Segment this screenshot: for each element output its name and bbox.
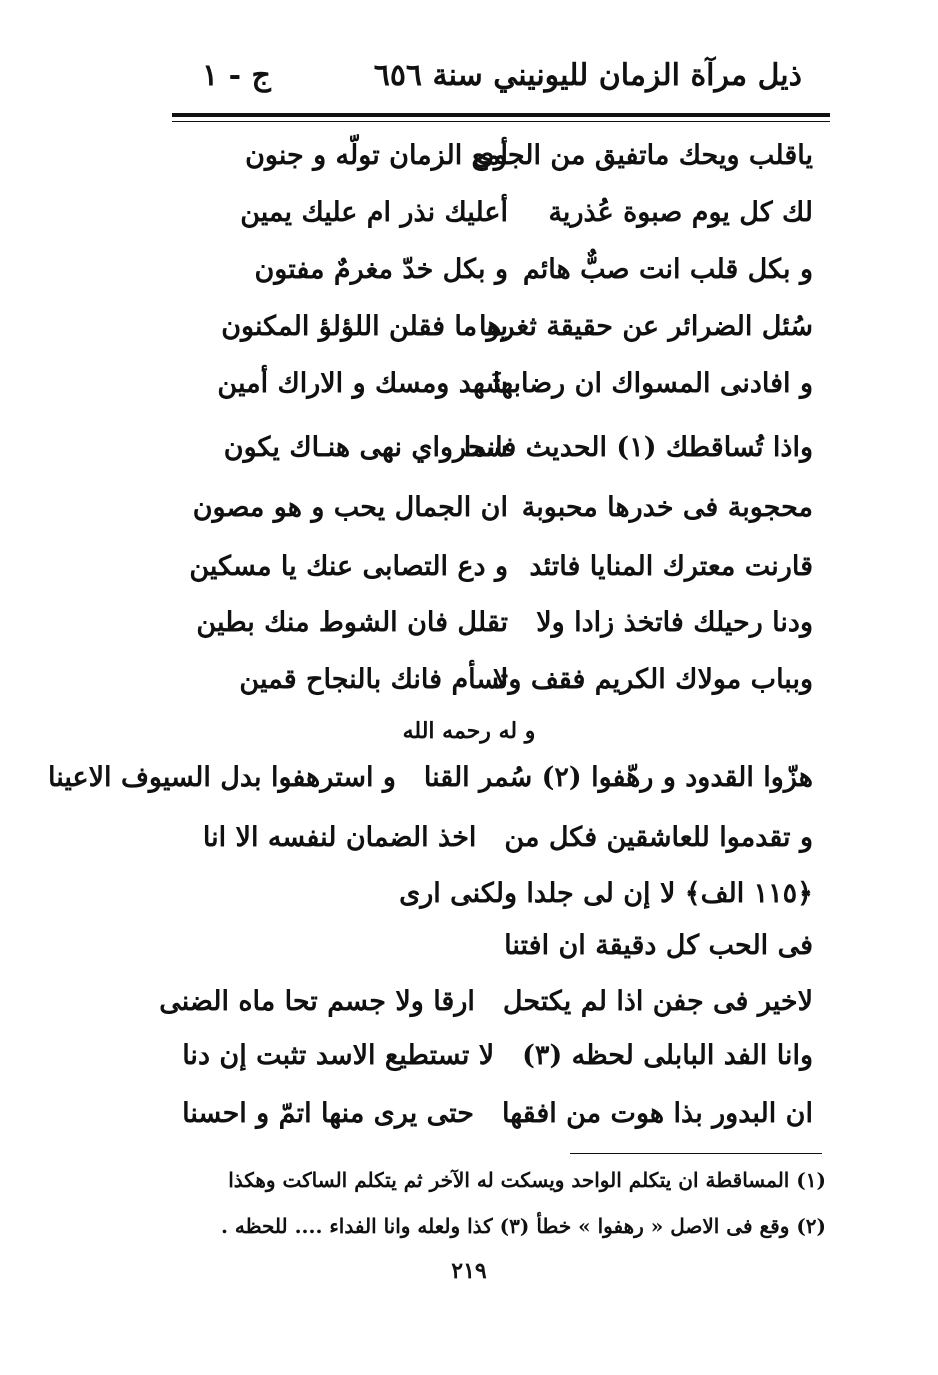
verse-first-hemistich: سُئل الضرائر عن حقيقة ثغرها xyxy=(479,311,813,342)
verse-second-hemistich: تقلل فان الشوط منك بطين xyxy=(196,607,508,638)
verse-line xyxy=(213,432,813,482)
verse-line xyxy=(213,368,813,418)
poem-caption: و له رحمه الله xyxy=(402,718,536,744)
verse-first-hemistich: ياقلب ويحك ماتفيق من الجوى xyxy=(472,140,813,171)
verse-first-hemistich: و بكل قلب انت صبٌّ هائم xyxy=(522,254,813,285)
poem-line-part: لاخير فى جفن اذا لم يكتحل xyxy=(502,986,813,1017)
header-rule-thick xyxy=(172,113,830,117)
poem-line xyxy=(173,930,813,961)
verse-first-hemistich: محجوبة فى خدرها محبوبة xyxy=(521,492,813,523)
verse-second-hemistich: و دع التصابى عنك يا مسكين xyxy=(189,551,508,582)
poem-line-part: فى الحب كل دقيقة ان افتنا xyxy=(504,930,813,961)
poem-line xyxy=(173,822,813,853)
verse-second-hemistich: ان الجمال يحب و هو مصون xyxy=(192,492,508,523)
verse-line xyxy=(189,551,813,601)
verse-second-hemistich: يو ما فقلن اللؤلؤ المكنون xyxy=(221,311,508,342)
poem-line-part: ارقا ولا جسم تحا ماه الضنى xyxy=(159,986,475,1017)
page-number: ٢١٩ xyxy=(451,1258,487,1284)
poem-line xyxy=(159,986,813,1017)
verse-first-hemistich: و افادنى المسواك ان رضابها xyxy=(492,368,813,399)
poem-line-part: لا تستطيع الاسد تثبت إن دنا xyxy=(182,1040,495,1071)
header-title: ذيل مرآة الزمان لليونيني سنة ٦٥٦ xyxy=(373,58,802,93)
footnote-separator xyxy=(570,1153,822,1154)
poem-line-part: حتى يرى منها اتمّ و احسنا xyxy=(182,1098,474,1129)
header-rule-thin xyxy=(172,121,830,122)
poem-line xyxy=(173,1040,813,1071)
verse-second-hemistich: و بكل خدّ مغرمٌ مفتون xyxy=(254,254,508,285)
verse-line xyxy=(213,311,813,361)
verse-second-hemistich: أمع الزمان تولّه و جنون xyxy=(245,140,508,171)
header-volume: ج - ١ xyxy=(202,58,271,93)
verse-second-hemistich: أعليك نذر ام عليك يمين xyxy=(240,197,508,228)
footnote: (٢) وقع فى الاصل « رهفوا » خطأ (٣) كذا ولعله وانا الفداء .... للحظه . xyxy=(220,1214,826,1238)
verse-line xyxy=(213,197,813,247)
verse-first-hemistich: وبباب مولاك الكريم فقف ولا xyxy=(493,664,813,695)
verse-first-hemistich: واذا تُساقطك (١) الحديث فانما xyxy=(463,432,813,463)
running-header xyxy=(172,58,830,110)
verse-first-hemistich: لك كل يوم صبوة عُذرية xyxy=(548,197,813,228)
poem-line xyxy=(173,878,813,909)
poem-line-part: ان البدور بذا هوت من افقها xyxy=(501,1098,813,1129)
verse-line xyxy=(213,254,813,304)
verse-first-hemistich: قارنت معترك المنايا فاتئد xyxy=(529,551,813,582)
verse-line xyxy=(213,140,813,190)
poem-line-part: ﴿١١٥ الف﴾ لا إن لى جلدا ولكنى ارى xyxy=(399,878,813,909)
verse-line xyxy=(192,492,813,542)
poem-line xyxy=(173,1098,813,1129)
footnote: (١) المساقطة ان يتكلم الواحد ويسكت له الآخر ثم يتكلم الساكت وهكذا xyxy=(228,1168,826,1192)
verse-line xyxy=(196,607,813,657)
poem-line-part: و تقدموا للعاشقين فكل من xyxy=(504,822,813,853)
verse-first-hemistich: ودنا رحيلك فاتخذ زادا ولا xyxy=(536,607,813,638)
poem-line xyxy=(48,762,813,793)
verse-second-hemistich: سحرواي نهى هنـاك يكون xyxy=(223,432,508,463)
verse-second-hemistich: تسأم فانك بالنجاح قمين xyxy=(239,664,508,695)
verse-line xyxy=(213,664,813,714)
verse-second-hemistich: شَهد ومسك و الاراك أمين xyxy=(217,368,508,399)
poem-line-part: و استرهفوا بدل السيوف الاعينا xyxy=(48,762,396,793)
poem-line-part: وانا الفد البابلى لحظه (٣) xyxy=(522,1040,813,1071)
poem-line-part: اخذ الضمان لنفسه الا انا xyxy=(202,822,477,853)
poem-line-part: هزّوا القدود و رهّفوا (٢) سُمر القنا xyxy=(423,762,813,793)
